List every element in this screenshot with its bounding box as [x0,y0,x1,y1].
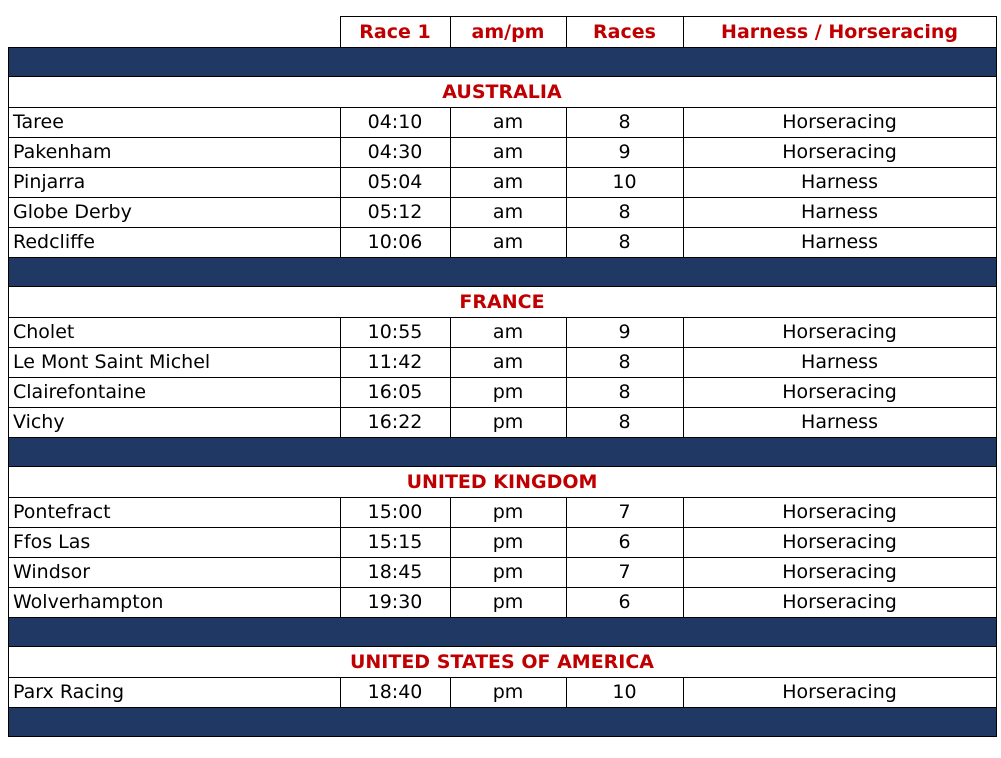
race-count: 8 [618,381,631,403]
grid-line [340,137,341,167]
race-count: 7 [618,561,631,583]
venue-name: Taree [13,111,64,133]
grid-line [450,317,451,347]
grid-line [340,347,341,377]
race-type: Harness [801,201,878,223]
grid-line [450,16,451,47]
race-count: 9 [618,141,631,163]
am-pm: pm [492,681,524,703]
grid-line [450,557,451,587]
race-count: 8 [618,231,631,253]
first-race-time: 05:12 [367,201,423,223]
grid-line [340,167,341,197]
grid-line [566,197,567,227]
grid-line [566,497,567,527]
race-type: Horseracing [782,501,897,523]
section-divider-band [8,707,997,737]
grid-line [450,197,451,227]
race-type: Horseracing [782,321,897,343]
venue-name: Le Mont Saint Michel [13,351,211,373]
grid-line [566,527,567,557]
grid-line [340,107,341,137]
grid-line [340,587,341,617]
first-race-time: 19:30 [367,591,423,613]
venue-name: Redcliffe [13,231,95,253]
race-type: Horseracing [782,141,897,163]
grid-line [996,47,997,737]
first-race-time: 15:00 [367,501,423,523]
country-heading: AUSTRALIA [442,81,562,103]
grid-line [683,167,684,197]
grid-line [683,407,684,437]
grid-line [340,407,341,437]
grid-line [683,137,684,167]
first-race-time: 05:04 [367,171,423,193]
grid-line [450,107,451,137]
first-race-time: 16:05 [367,381,423,403]
grid-line [566,317,567,347]
grid-line [566,227,567,257]
first-race-time: 10:06 [367,231,423,253]
am-pm: pm [492,591,524,613]
grid-line [340,317,341,347]
race-count: 6 [618,531,631,553]
grid-line [683,317,684,347]
race-type: Harness [801,411,878,433]
grid-line [566,557,567,587]
first-race-time: 15:15 [367,531,423,553]
header-ampm: am/pm [471,20,545,43]
race-count: 8 [618,201,631,223]
country-heading: UNITED STATES OF AMERICA [349,651,655,673]
venue-name: Cholet [13,321,75,343]
first-race-time: 11:42 [367,351,423,373]
am-pm: pm [492,501,524,523]
race-count: 10 [612,171,637,193]
race-type: Harness [801,351,878,373]
grid-line [683,197,684,227]
grid-line [566,377,567,407]
grid-line [683,497,684,527]
grid-line [683,677,684,707]
grid-line [996,16,997,47]
grid-line [566,347,567,377]
am-pm: am [492,141,524,163]
race-count: 8 [618,111,631,133]
am-pm: pm [492,531,524,553]
country-heading: UNITED KINGDOM [406,471,598,493]
am-pm: am [492,351,524,373]
venue-name: Ffos Las [13,531,91,553]
first-race-time: 04:30 [367,141,423,163]
grid-line [450,227,451,257]
race-count: 8 [618,411,631,433]
grid-line [450,377,451,407]
grid-line [340,677,341,707]
grid-line [566,167,567,197]
race-count: 6 [618,591,631,613]
grid-line [450,677,451,707]
grid-line [683,347,684,377]
section-divider-band [8,47,997,77]
first-race-time: 10:55 [367,321,423,343]
first-race-time: 18:40 [367,681,423,703]
grid-line [683,587,684,617]
grid-line [566,107,567,137]
am-pm: am [492,201,524,223]
grid-line [340,497,341,527]
grid-line [340,16,997,17]
race-type: Harness [801,231,878,253]
venue-name: Wolverhampton [13,591,164,613]
race-count: 9 [618,321,631,343]
grid-line [683,107,684,137]
am-pm: pm [492,411,524,433]
grid-line [566,137,567,167]
grid-line [340,197,341,227]
grid-line [566,677,567,707]
first-race-time: 16:22 [367,411,423,433]
am-pm: am [492,231,524,253]
race-count: 7 [618,501,631,523]
venue-name: Windsor [13,561,91,583]
venue-name: Parx Racing [13,681,125,703]
venue-name: Globe Derby [13,201,132,223]
venue-name: Vichy [13,411,65,433]
header-race1: Race 1 [359,20,431,43]
race-type: Horseracing [782,531,897,553]
race-count: 8 [618,351,631,373]
grid-line [8,47,9,737]
venue-name: Clairefontaine [13,381,147,403]
grid-line [450,587,451,617]
grid-line [340,16,341,47]
am-pm: am [492,111,524,133]
grid-line [450,527,451,557]
header-races: Races [593,20,656,43]
grid-line [683,227,684,257]
header-type: Harness / Horseracing [721,20,958,43]
grid-line [450,347,451,377]
race-type: Harness [801,171,878,193]
first-race-time: 04:10 [367,111,423,133]
grid-line [683,377,684,407]
race-type: Horseracing [782,561,897,583]
first-race-time: 18:45 [367,561,423,583]
grid-line [450,407,451,437]
country-heading: FRANCE [459,291,545,313]
grid-line [566,407,567,437]
grid-line [340,377,341,407]
section-divider-band [8,617,997,647]
race-type: Horseracing [782,591,897,613]
venue-name: Pinjarra [13,171,86,193]
grid-line [340,527,341,557]
venue-name: Pontefract [13,501,111,523]
grid-line [683,557,684,587]
am-pm: am [492,321,524,343]
race-type: Horseracing [782,381,897,403]
grid-line [450,497,451,527]
section-divider-band [8,437,997,467]
venue-name: Pakenham [13,141,112,163]
grid-line [450,137,451,167]
grid-line [340,557,341,587]
am-pm: pm [492,381,524,403]
grid-line [566,587,567,617]
race-type: Horseracing [782,111,897,133]
grid-line [683,527,684,557]
section-divider-band [8,257,997,287]
grid-line [566,16,567,47]
grid-line [683,16,684,47]
am-pm: pm [492,561,524,583]
grid-line [340,227,341,257]
grid-line [450,167,451,197]
race-type: Horseracing [782,681,897,703]
race-count: 10 [612,681,637,703]
am-pm: am [492,171,524,193]
